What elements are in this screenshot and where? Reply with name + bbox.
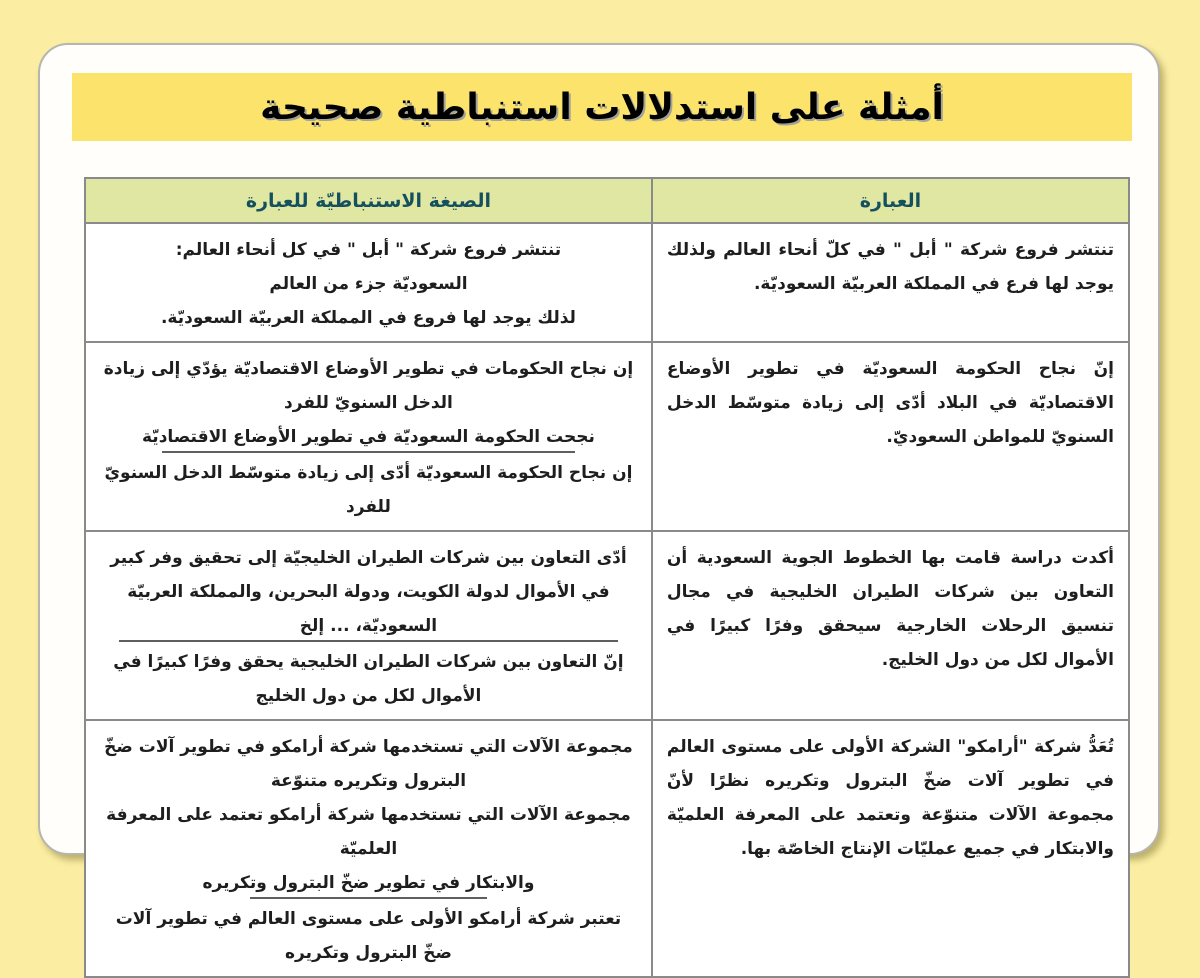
deductive-form-cell: [85, 720, 652, 977]
table-row: [85, 342, 1129, 531]
table-row: [85, 223, 1129, 342]
form-line: أدّى التعاون بين شركات الطيران الخليجيّة إلى تحقيق وفر كبير في الأموال لدولة الكويت، ودولة البحرين، والمملكة العربيّة السعوديّة، ... إلخ: [110, 548, 627, 636]
table-header: [85, 178, 1129, 223]
form-line: تعتبر شركة أرامكو الأولى على مستوى العالم في تطوير آلات ضخّ البترول وتكريره: [115, 909, 622, 963]
statement-column-header: العبارة: [652, 178, 1129, 223]
header-row: [85, 178, 1129, 223]
deductive-form-cell: [85, 342, 652, 531]
statement-cell: تُعَدُّ شركة "أرامكو" الشركة الأولى على مستوى العالم في تطوير آلات ضخّ البترول وتكريره نظرًا لأنّ مجموعة الآلات متنوّعة وتعتمد على المعرفة العلميّة والابتكار في جميع عمليّات الإنتاج الخاصّة بها.: [652, 720, 1129, 977]
form-line: السعوديّة جزء من العالم: [269, 274, 468, 294]
form-line: تنتشر فروع شركة " أبل " في كل أنحاء العالم:: [175, 240, 562, 260]
deductive-form-cell: [85, 223, 652, 342]
form-line: إنّ التعاون بين شركات الطيران الخليجية يحقق وفرًا كبيرًا في الأموال لكل من دول الخليج: [113, 652, 624, 706]
deductive-form-cell: [85, 531, 652, 720]
form-line: والابتكار في تطوير ضخّ البترول وتكريره: [202, 873, 535, 893]
table-row: [85, 720, 1129, 977]
table-body: [85, 223, 1129, 977]
statement-cell: أكدت دراسة قامت بها الخطوط الجوية السعودية أن التعاون بين شركات الطيران الخليجية في مجال تنسيق الرحلات الخارجية سيحقق وفرًا كبيرًا في الأموال لكل من دول الخليج.: [652, 531, 1129, 720]
form-line: إن نجاح الحكومة السعوديّة أدّى إلى زيادة متوسّط الدخل السنويّ للفرد: [104, 463, 633, 517]
form-line: إن نجاح الحكومات في تطوير الأوضاع الاقتصاديّة يؤدّي إلى زيادة الدخل السنويّ للفرد: [103, 359, 634, 413]
examples-table-wrapper: [84, 177, 1130, 978]
deductive-form-column-header: الصيغة الاستنباطيّة للعبارة: [85, 178, 652, 223]
statement-cell: تنتشر فروع شركة " أبل " في كلّ أنحاء العالم ولذلك يوجد لها فرع في المملكة العربيّة السعوديّة.: [652, 223, 1129, 342]
form-line: نجحت الحكومة السعوديّة في تطوير الأوضاع الاقتصاديّة: [142, 427, 595, 447]
table-row: [85, 531, 1129, 720]
title-banner: [72, 73, 1132, 141]
form-line: مجموعة الآلات التي تستخدمها شركة أرامكو تعتمد على المعرفة العلميّة: [106, 805, 631, 859]
statement-cell: إنّ نجاح الحكومة السعوديّة في تطوير الأوضاع الاقتصاديّة في البلاد أدّى إلى زيادة متوسّط الدخل السنويّ للمواطن السعوديّ.: [652, 342, 1129, 531]
page-title: أمثلة على استدلالات استنباطية صحيحة: [260, 86, 944, 128]
form-line: لذلك يوجد لها فروع في المملكة العربيّة السعوديّة.: [160, 308, 576, 328]
content-card: [38, 43, 1160, 963]
examples-table: [84, 177, 1130, 978]
form-line: مجموعة الآلات التي تستخدمها شركة أرامكو في تطوير آلات ضخّ البترول وتكريره متنوّعة: [104, 737, 633, 791]
